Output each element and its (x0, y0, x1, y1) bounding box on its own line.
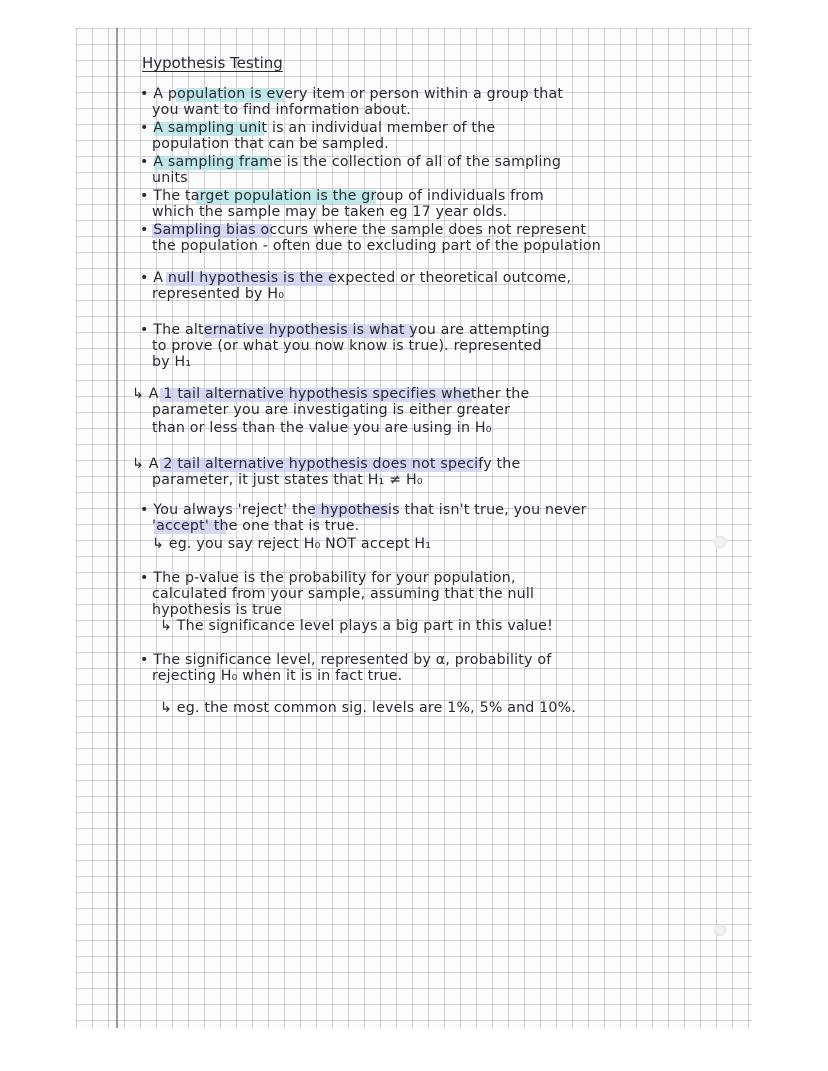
note-line: • The p-value is the probability for your population, (140, 570, 516, 586)
note-line: you want to find information about. (152, 102, 411, 118)
note-line: population that can be sampled. (152, 136, 389, 152)
note-line: • The target population is the group of individuals from (140, 188, 544, 204)
note-line: than or less than the value you are using in H₀ (152, 420, 492, 436)
note-line: • A null hypothesis is the expected or theoretical outcome, (140, 270, 572, 286)
note-line: to prove (or what you now know is true). represented (152, 338, 542, 354)
note-line: ↳ eg. the most common sig. levels are 1%, 5% and 10%. (160, 700, 577, 716)
note-line: ↳ A 2 tail alternative hypothesis does not specify the (132, 456, 521, 472)
note-line: parameter, it just states that H₁ ≠ H₀ (152, 472, 423, 488)
note-line: • The alternative hypothesis is what you are attempting (140, 322, 550, 338)
note-line: calculated from your sample, assuming that the null (152, 586, 535, 602)
note-line: units (152, 170, 188, 186)
note-line: ↳ The significance level plays a big part in this value! (160, 618, 553, 634)
note-line: parameter you are investigating is either greater (152, 402, 511, 418)
note-line: hypothesis is true (152, 602, 283, 618)
note-line: rejecting H₀ when it is in fact true. (152, 668, 403, 684)
note-line: • A sampling frame is the collection of all of the sampling (140, 154, 562, 170)
note-line: represented by H₀ (152, 286, 285, 302)
note-line: • You always 'reject' the hypothesis that isn't true, you never (140, 502, 587, 518)
note-line: which the sample may be taken eg 17 year olds. (152, 204, 508, 220)
note-line: by H₁ (152, 354, 192, 370)
note-line: ↳ A 1 tail alternative hypothesis specifies whether the (132, 386, 530, 402)
note-line: • A sampling unit is an individual member of the (140, 120, 496, 136)
note-line: • A population is every item or person within a group that (140, 86, 564, 102)
note-line: 'accept' the one that is true. (152, 518, 360, 534)
note-line: ↳ eg. you say reject H₀ NOT accept H₁ (152, 536, 432, 552)
note-line: • Sampling bias occurs where the sample does not represent (140, 222, 587, 238)
note-line: • The significance level, represented by α, probability of (140, 652, 552, 668)
page-title: Hypothesis Testing (142, 54, 283, 72)
note-line: the population - often due to excluding part of the population (152, 238, 601, 254)
